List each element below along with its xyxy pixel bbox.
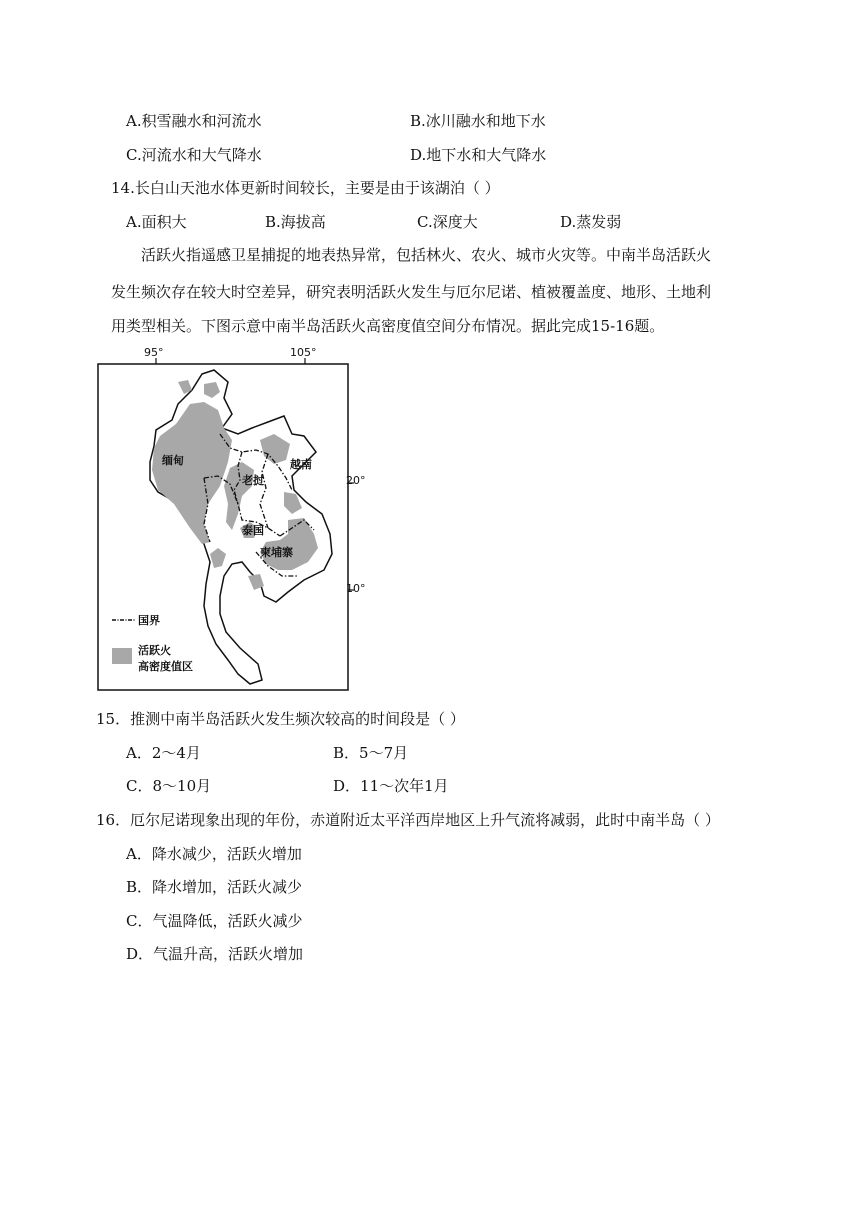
label-laos: 老挝 <box>242 474 264 487</box>
passage-line-1: 活跃火指遥感卫星捕捉的地表热异常，包括林火、农火、城市火灾等。中南半岛活跃火 <box>141 246 712 264</box>
q13-option-d: D.地下水和大气降水 <box>410 146 547 164</box>
q15-option-c: C．8～10月 <box>126 777 212 795</box>
lon-95-label: 95° <box>144 346 164 359</box>
q14-option-d: D.蒸发弱 <box>560 213 622 231</box>
lat-20-label: 20° <box>346 474 366 487</box>
legend-fire-label-1: 活跃火 <box>138 644 171 657</box>
q14-option-c: C.深度大 <box>417 213 478 231</box>
legend-fire-label-2: 高密度值区 <box>138 660 193 673</box>
label-thailand: 泰国 <box>242 524 264 537</box>
passage-line-3: 用类型相关。下图示意中南半岛活跃火高密度值空间分布情况。据此完成15-16题。 <box>111 317 665 335</box>
q13-option-a: A.积雪融水和河流水 <box>126 112 262 130</box>
lat-10-label: 10° <box>346 582 366 595</box>
q14-option-b: B.海拔高 <box>265 213 326 231</box>
q15-option-d: D．11～次年1月 <box>333 777 449 795</box>
label-vietnam: 越南 <box>290 458 312 471</box>
q15-stem: 15．推测中南半岛活跃火发生频次较高的时间段是（ ） <box>96 710 465 728</box>
q16-option-d: D．气温升高，活跃火增加 <box>126 945 304 963</box>
q15-option-b: B．5～7月 <box>333 744 409 762</box>
lon-105-label: 105° <box>290 346 317 359</box>
q15-option-a: A．2～4月 <box>126 744 201 762</box>
legend-border-label: 国界 <box>138 614 160 627</box>
passage-line-2: 发生频次存在较大时空差异，研究表明活跃火发生与厄尔尼诺、植被覆盖度、地形、土地利 <box>111 283 712 301</box>
label-cambodia: 柬埔寨 <box>260 546 293 559</box>
q14-option-a: A.面积大 <box>126 213 187 231</box>
q13-option-b: B.冰川融水和地下水 <box>410 112 546 130</box>
q16-option-c: C．气温降低，活跃火减少 <box>126 912 303 930</box>
q14-stem: 14.长白山天池水体更新时间较长，主要是由于该湖泊（ ） <box>111 179 500 197</box>
q13-option-c: C.河流水和大气降水 <box>126 146 262 164</box>
indochina-fire-map <box>92 344 366 696</box>
legend-fire-symbol <box>112 648 132 664</box>
q16-option-b: B．降水增加，活跃火减少 <box>126 878 303 896</box>
label-myanmar: 缅甸 <box>162 454 184 467</box>
q16-option-a: A．降水减少，活跃火增加 <box>126 845 302 863</box>
q16-stem: 16．厄尔尼诺现象出现的年份，赤道附近太平洋西岸地区上升气流将减弱，此时中南半岛（ ） <box>96 811 720 829</box>
